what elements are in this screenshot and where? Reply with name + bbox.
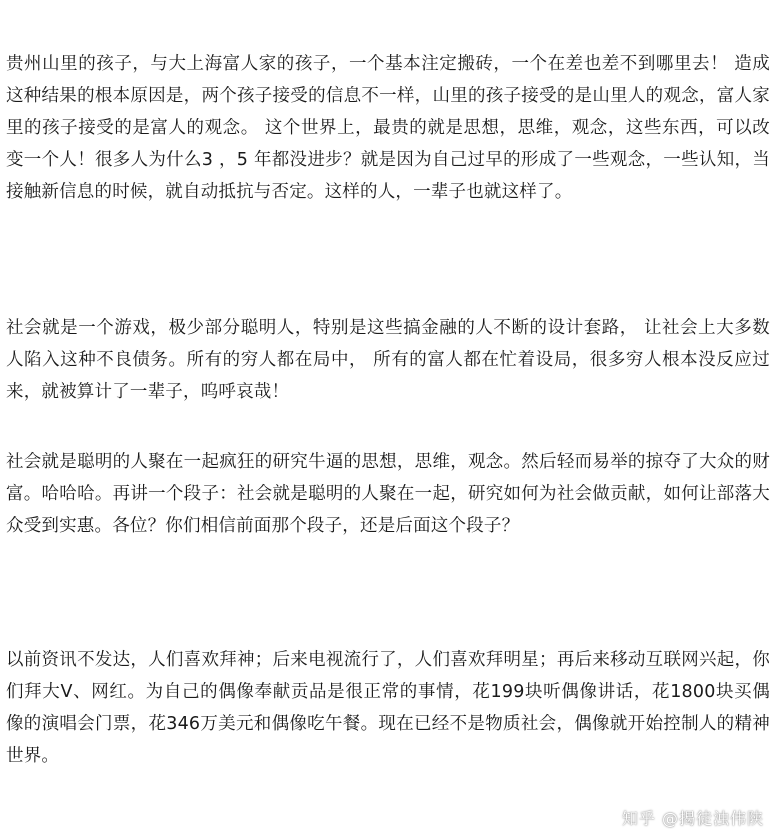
paragraph-4: 以前资讯不发达，人们喜欢拜神；后来电视流行了，人们喜欢拜明星；再后来移动互联网兴起，你们拜大V、网红。为自己的偶像奉献贡品是很正常的事情，花199块听偶像讲话，花1800块买偶像的演唱会门票，花346万美元和偶像吃午餐。现在已经不是物质社会，偶像就开始控制人的精神世界。 [6, 650, 770, 766]
zhihu-watermark: 知乎 @揭徒浊伟陕 [621, 809, 764, 828]
paragraph-1: 贵州山里的孩子，与大上海富人家的孩子，一个基本注定搬砖，一个在差也差不到哪里去！ 造成这种结果的根本原因是，两个孩子接受的信息不一样，山里的孩子接受的是山里人的观念，富人家里的孩子接受的是富人的观念。 这个世界上，最贵的就是思想，思维，观念，这些东西，可以改变一个人！很多人为什么3 ，5 年都没进步？就是因为自己过早的形成了一些观念，一些认知，当接触新信息的时候，就自动抵抗与否定。这样的人，一辈子也就这样了。 [6, 54, 770, 202]
paragraph-3: 社会就是聪明的人聚在一起疯狂的研究牛逼的思想，思维，观念。然后轻而易举的掠夺了大众的财富。哈哈哈。再讲一个段子：社会就是聪明的人聚在一起，研究如何为社会做贡献，如何让部落大众受到实惠。各位？你们相信前面那个段子，还是后面这个段子？ [6, 452, 770, 536]
paragraph-2: 社会就是一个游戏，极少部分聪明人，特别是这些搞金融的人不断的设计套路， 让社会上大多数人陷入这种不良债务。所有的穷人都在局中， 所有的富人都在忙着设局，很多穷人根本没反应过来，就被算计了一辈子，呜呼哀哉！ [6, 318, 770, 402]
